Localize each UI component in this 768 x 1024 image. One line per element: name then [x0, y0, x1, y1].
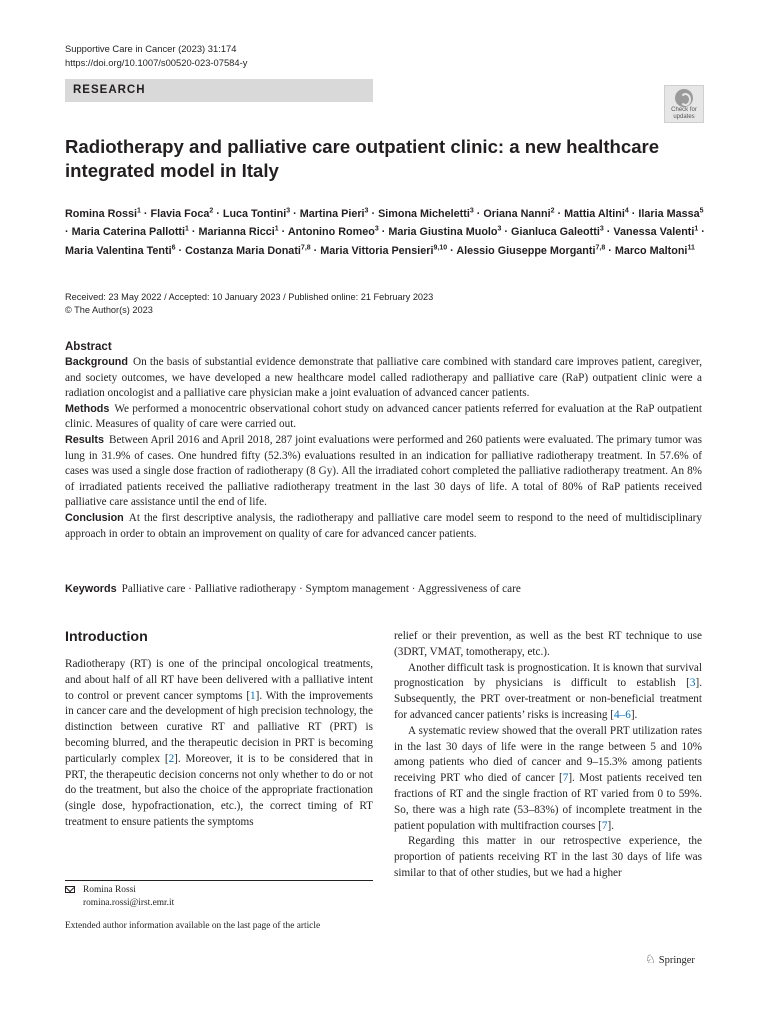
author-affiliation: 4 [624, 207, 629, 214]
author-list [65, 203, 705, 259]
badge-line2: updates [673, 113, 695, 120]
citation-link[interactable]: 2 [168, 752, 175, 765]
author-name[interactable]: Oriana Nanni [483, 207, 551, 220]
author-affiliation: 5 [699, 207, 704, 214]
corresponding-author-email[interactable]: romina.rossi@irst.emr.it [83, 898, 175, 908]
author-affiliation: 9,10 [433, 244, 448, 252]
paragraph [65, 657, 373, 831]
abstract-label: Background [65, 356, 128, 368]
abstract-conclusion [65, 511, 702, 542]
author-name[interactable]: Marco Maltoni [614, 244, 688, 257]
author-affiliation: 2 [550, 207, 555, 214]
abstract-text: At the first descriptive analysis, the radiotherapy and palliative care model seem to respond to the need of multidisciplinary approach in order to obtain an improvement on quality of care for advanced cancer patients. [65, 511, 702, 540]
citation-link[interactable]: 3 [689, 677, 696, 690]
author-name[interactable]: Maria Vittoria Pensieri [320, 244, 434, 257]
author-name[interactable]: Martina Pieri [299, 207, 365, 220]
author-name[interactable]: Marianna Ricci [198, 226, 275, 239]
author-name[interactable]: Maria Valentina Tenti [65, 244, 172, 257]
paragraph: Regarding this matter in our retrospective experience, the proportion of patients receiving RT in the last 30 days of life was similar to that of other studies, but we had a higher [394, 835, 702, 879]
abstract [65, 340, 702, 542]
article-dates [65, 291, 433, 317]
author-name[interactable]: Maria Giustina Muolo [388, 226, 498, 239]
author-affiliation: 3 [374, 225, 379, 233]
journal-header [65, 42, 247, 70]
dates-line: Received: 23 May 2022 / Accepted: 10 January 2023 / Published online: 21 February 2023 [65, 292, 434, 302]
check-updates-icon [675, 89, 693, 107]
abstract-results [65, 433, 702, 511]
author-affiliation: 1 [185, 225, 189, 233]
author-affiliation: 3 [599, 225, 604, 233]
text-run: ]. Subsequently, the PRT over-treatment or non-beneficial treatment for advanced cancer patients’ risks is increasing [ [394, 677, 702, 721]
author-name[interactable]: Costanza Maria Donati [185, 244, 301, 257]
doi-link[interactable]: https://doi.org/10.1007/s00520-023-07584-y [65, 57, 248, 68]
author-name[interactable]: Antonino Romeo [287, 226, 375, 239]
publisher-logo [645, 952, 695, 968]
introduction-heading: Introduction [65, 629, 148, 645]
author-affiliation: 1 [274, 225, 279, 233]
keywords-text: Palliative care · Palliative radiotherapy · Symptom management · Aggressiveness of care [121, 583, 521, 595]
text-run: Another difficult task is prognostication. It is known that survival prognostication by physicians is difficult to establish [ [394, 661, 702, 690]
paragraph: relief or their prevention, as well as the best RT technique to use (3DRT, VMAT, tomotherapy, etc.). [394, 630, 702, 658]
section-label-bar: RESEARCH [65, 79, 373, 102]
abstract-text: Between April 2016 and April 2018, 287 joint evaluations were performed and 260 patients were evaluated. The primary tumor was lung in 31.9% of cases. One hundred fifty (52.3%) evaluations resulted in an indication for palliative radiotherapy treatment. In 57.6% of cases was used a single dose fraction of radiotherapy (8 Gy). All the irradiated cohort completed the palliative radiotherapy treatment. An 8% of irradiated patients received the palliative radiotherapy treatment in the last 30 days of life. A total of 80% of RaP patients received palliative care assistance until the end of life. [65, 433, 702, 509]
text-run: ]. Most patients received ten fractions of RT and the single fraction of RT varied from 0 to 59%. So, there was a high rate (53–83%) of incomplete treatment in the patient population with multifraction courses [ [394, 772, 702, 832]
author-name[interactable]: Maria Caterina Pallotti [71, 226, 186, 239]
author-affiliation: 3 [286, 207, 291, 214]
envelope-icon [65, 886, 75, 893]
body-column-right [394, 629, 702, 882]
body-column-left [65, 629, 373, 831]
abstract-label: Conclusion [65, 511, 124, 524]
author-name[interactable]: Flavia Foca [150, 207, 210, 220]
abstract-text: We performed a monocentric observational cohort study on advanced cancer patients referred for evaluation at the RaP outpatient clinic. Measures of quality of care were carried out. [65, 402, 702, 431]
abstract-label: Results [65, 433, 105, 446]
journal-citation: Supportive Care in Cancer (2023) 31:174 [65, 43, 237, 54]
abstract-text: On the basis of substantial evidence demonstrate that palliative care combined with standard care improves patient, caregiver, and society outcomes, we have developed a new healthcare model called radiotherapy and palliative care (RaP) outpatient clinic were a radiation oncologist and a palliative care physician make a joint evaluation of advanced cancer patients. [65, 356, 702, 400]
author-name[interactable]: Gianluca Galeotti [511, 226, 600, 239]
author-name[interactable]: Simona Micheletti [378, 207, 470, 220]
author-affiliation: 1 [694, 225, 699, 233]
copyright-line: © The Author(s) 2023 [65, 305, 153, 315]
paragraph [394, 661, 702, 724]
author-name[interactable]: Romina Rossi [65, 207, 137, 220]
abstract-methods [65, 402, 702, 433]
text-run: ]. Moreover, it is to be considered that in PRT, the therapeutic decision concerns not only whether to do or not do the treatment, but also the choice of the appropriate fractionation (single dose, hypofractionation, etc.), the correct timing of RT treatment to ensure patients the symptoms [65, 752, 374, 828]
citation-link[interactable]: 4–6 [614, 708, 631, 721]
article-title: Radiotherapy and palliative care outpatient clinic: a new healthcare integrated model in Italy [65, 136, 660, 181]
keywords-label: Keywords [65, 583, 117, 595]
publisher-name: Springer [658, 955, 695, 966]
citation-link[interactable]: 7 [601, 819, 608, 832]
author-name[interactable]: Mattia Altini [564, 207, 625, 220]
author-affiliation: 7,8 [595, 244, 606, 252]
author-affiliation: 3 [497, 225, 502, 233]
author-name[interactable]: Alessio Giuseppe Morganti [456, 244, 596, 257]
author-name[interactable]: Ilaria Massa [638, 207, 700, 220]
citation-link[interactable]: 7 [562, 772, 569, 785]
author-name[interactable]: Vanessa Valenti [613, 226, 695, 239]
text-run: ]. With the improvements in cancer care and the development of high precision technology, the distinction between curative RT and palliative RT (PRT) is becoming blurred, and the therapeutic decision in PRT is becoming particularly complex [ [65, 689, 373, 765]
extended-info-note: Extended author information available on the last page of the article [65, 921, 321, 931]
corresponding-author-footnote [65, 884, 385, 933]
author-affiliation: 3 [469, 207, 474, 214]
author-affiliation: 11 [687, 244, 695, 252]
abstract-background [65, 355, 702, 402]
author-affiliation: 7,8 [300, 244, 311, 252]
text-run: ]. [630, 708, 638, 721]
citation-link[interactable]: 1 [250, 689, 256, 702]
footnote-divider [65, 880, 373, 881]
paragraph [394, 724, 702, 835]
text-run: Radiotherapy (RT) is one of the principal oncological treatments, and about half of all RT have been delivered with a palliative intent to control or prevent cancer symptoms [ [65, 658, 373, 702]
author-affiliation: 1 [137, 207, 141, 214]
text-run: ]. [607, 819, 614, 832]
author-list-entries: Romina Rossi$^1$ · Flavia Foca$^2$ · Luca Tontini$^3$ · Martina Pieri$^3$ · Simona Micheletti$^3$ · Oriana Nanni$^2$ · Mattia Altini$^4$ · Ilaria Massa$^5$ · Maria Caterina Pallotti$^1$ · Marianna Ricci$^1$ · Antonino Romeo$^3$ · Maria Giustina Muolo$^3$ · Gianluca Galeotti$^3$ · Vanessa Valenti$^1$ · Maria Valentina Tenti$^6$ · Costanza Maria Donati$^{7,8}$ · Maria Vittoria Pensieri$^{9,10}$ · Alessio Giuseppe Morganti$^{7,8}$ · Marco Maltoni$^{11}$ [65, 207, 705, 257]
author-affiliation: 2 [209, 207, 214, 214]
check-for-updates-badge[interactable] [664, 85, 704, 123]
keywords [65, 582, 702, 597]
abstract-label: Methods [65, 402, 110, 415]
badge-line1: Check for [671, 107, 697, 113]
author-affiliation: 3 [364, 207, 369, 214]
corresponding-author-name: Romina Rossi [83, 885, 136, 895]
author-affiliation: 6 [171, 244, 176, 252]
author-name[interactable]: Luca Tontini [222, 207, 287, 220]
springer-horse-icon: ♘ [645, 952, 656, 966]
corresponding-author [65, 884, 385, 897]
text-run: A systematic review showed that the overall PRT utilization rates in the last 30 days of life were in the range between 5 and 10% among patients who died of cancer and 9–15.3% among patients receiving PRT who died of cancer [ [394, 724, 702, 785]
abstract-heading: Abstract [65, 341, 112, 353]
